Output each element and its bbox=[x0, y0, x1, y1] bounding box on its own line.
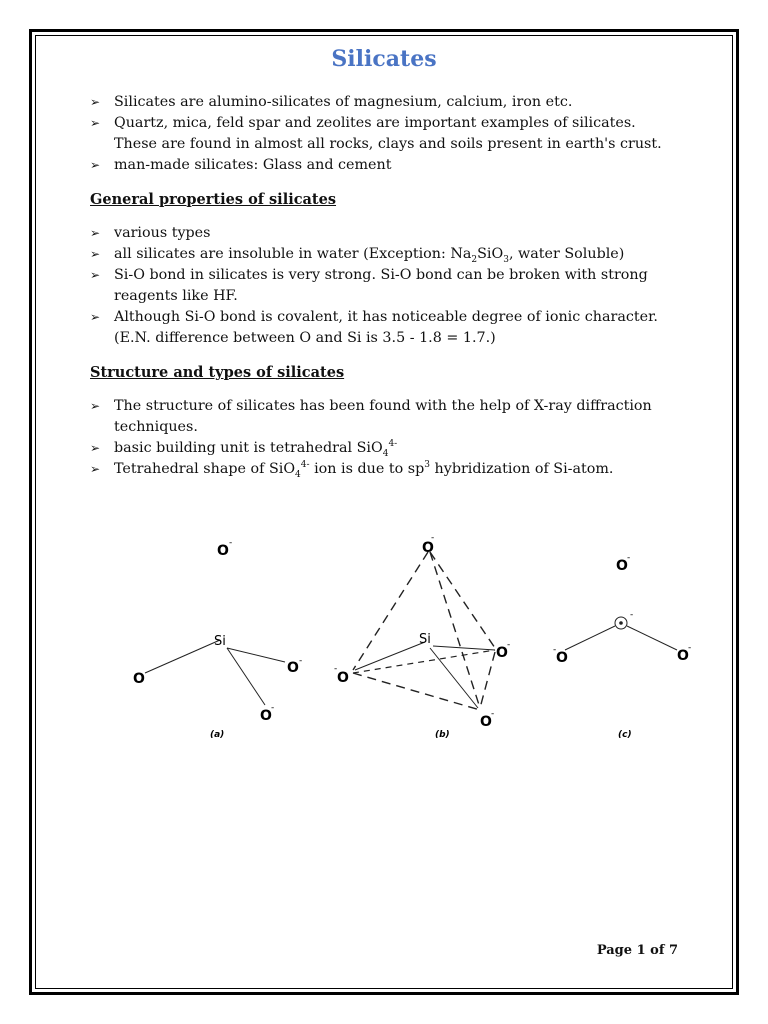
edge-dashed bbox=[353, 673, 480, 710]
atom-o: O bbox=[422, 540, 434, 556]
bond-line bbox=[355, 642, 425, 670]
charge-sign: - bbox=[299, 656, 303, 666]
edge-dashed bbox=[430, 552, 495, 648]
charge-sign: - bbox=[630, 610, 634, 620]
silicate-structure-diagram bbox=[100, 530, 720, 760]
arrow-bullet-icon: ➢ bbox=[90, 158, 101, 172]
bond-line bbox=[227, 648, 265, 705]
figure-label: (b) bbox=[435, 730, 450, 740]
figure-label: (a) bbox=[210, 730, 225, 740]
atom-o: O bbox=[287, 660, 299, 676]
section-heading-general-properties: General properties of silicates bbox=[90, 191, 337, 208]
atom-o: O bbox=[480, 714, 492, 730]
arrow-bullet-icon: ➢ bbox=[90, 226, 101, 240]
atom-o: O bbox=[217, 543, 229, 559]
diagram-c bbox=[553, 553, 691, 740]
atom-o: O bbox=[616, 558, 628, 574]
charge-sign: - bbox=[688, 643, 692, 653]
charge-sign: - bbox=[507, 640, 511, 650]
arrow-bullet-icon: ➢ bbox=[90, 310, 101, 324]
charge-sign: - bbox=[229, 538, 233, 548]
silicon-center-dot bbox=[619, 621, 623, 625]
arrow-bullet-icon: ➢ bbox=[90, 399, 101, 413]
bond-line bbox=[227, 648, 285, 662]
arrow-bullet-icon: ➢ bbox=[90, 116, 101, 130]
atom-o: O bbox=[496, 645, 508, 661]
edge-dashed bbox=[353, 552, 428, 670]
structure-types-list bbox=[90, 396, 710, 480]
list-item: ➢ various types bbox=[90, 223, 710, 244]
diagram-a bbox=[133, 538, 302, 740]
list-item: ➢ Tetrahedral shape of SiO$_4^{4-}$ ion is due to $sp^3$ hybridization of Si-atom. bbox=[90, 460, 614, 480]
bond-line bbox=[145, 640, 220, 673]
list-item: ➢ Silicates are alumino-silicates of magnesium, calcium, iron etc. bbox=[90, 92, 710, 113]
of-word: of bbox=[650, 943, 665, 958]
atom-o: O bbox=[337, 670, 349, 686]
atom-o: O bbox=[260, 708, 272, 724]
document-body bbox=[90, 92, 710, 480]
section-heading-structure-types: Structure and types of silicates bbox=[90, 364, 345, 381]
charge-sign: - bbox=[491, 709, 495, 719]
page-number: 1 bbox=[636, 943, 646, 958]
bond-line bbox=[627, 626, 677, 650]
page-total: 7 bbox=[668, 943, 678, 958]
figure-label: (c) bbox=[618, 730, 632, 740]
atom-si: Si bbox=[214, 634, 226, 649]
charge-sign: - bbox=[334, 664, 338, 674]
arrow-bullet-icon: ➢ bbox=[90, 441, 101, 455]
charge-sign: - bbox=[627, 553, 631, 563]
charge-sign: - bbox=[553, 645, 557, 655]
atom-o: O bbox=[556, 650, 568, 666]
arrow-bullet-icon: ➢ bbox=[90, 247, 101, 261]
atom-si: Si bbox=[419, 632, 431, 647]
list-item: ➢ Quartz, mica, feld spar and zeolites are important examples of silicates. These are found in almost all rocks, clays and soils present in earth's crust. bbox=[90, 115, 662, 152]
page-word: Page bbox=[596, 943, 633, 958]
bond-line bbox=[433, 646, 495, 650]
arrow-bullet-icon: ➢ bbox=[90, 268, 101, 282]
page-footer bbox=[597, 943, 678, 958]
edge-dashed bbox=[480, 652, 495, 708]
diagram-b bbox=[334, 533, 510, 740]
atom-o: O bbox=[677, 648, 689, 664]
general-properties-list bbox=[90, 223, 710, 349]
list-item: ➢ man-made silicates: Glass and cement bbox=[90, 155, 710, 176]
list-item: ➢ all silicates are insoluble in water (Exception: $Na_2SiO_3$, water Soluble) bbox=[90, 246, 625, 265]
charge-sign: - bbox=[271, 703, 275, 713]
bond-line bbox=[565, 626, 615, 650]
page-title: Silicates bbox=[331, 46, 437, 72]
intro-list bbox=[90, 92, 710, 176]
atom-o: O bbox=[133, 671, 145, 687]
edge-dashed bbox=[353, 650, 495, 673]
arrow-bullet-icon: ➢ bbox=[90, 95, 101, 109]
list-item: ➢ The structure of silicates has been found with the help of X-ray diffraction techniques. bbox=[90, 398, 652, 435]
arrow-bullet-icon: ➢ bbox=[90, 462, 101, 476]
charge-sign: - bbox=[431, 533, 435, 543]
edge-dashed bbox=[430, 552, 480, 708]
list-item: ➢ Si-O bond in silicates is very strong. Si-O bond can be broken with strong reagents like HF. bbox=[90, 267, 648, 304]
list-item: ➢ basic building unit is tetrahedral SiO$_4^{4-}$ bbox=[90, 439, 398, 459]
list-item: ➢ Although Si-O bond is covalent, it has noticeable degree of ionic character. (E.N. difference between O and Si is 3.5 - 1.8 = 1.7.) bbox=[90, 309, 658, 346]
